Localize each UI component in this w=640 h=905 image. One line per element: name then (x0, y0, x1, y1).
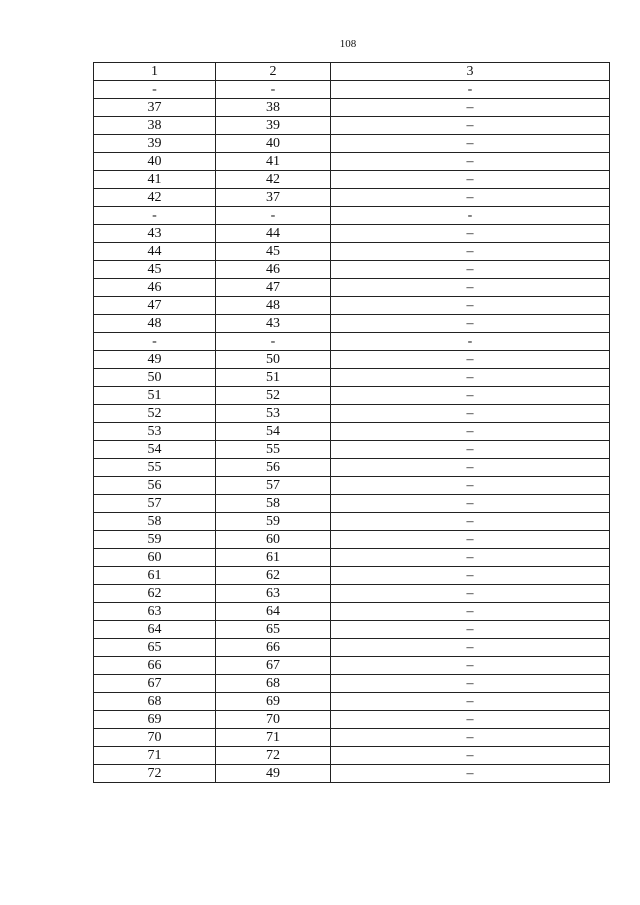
table-cell: – (331, 351, 610, 369)
table-cell: – (331, 585, 610, 603)
table-cell: 48 (94, 315, 216, 333)
table-cell: 42 (94, 189, 216, 207)
table-cell: 43 (216, 315, 331, 333)
table-cell: 56 (94, 477, 216, 495)
table-cell: 47 (94, 297, 216, 315)
table-row (94, 99, 610, 117)
table-cell: 41 (216, 153, 331, 171)
table-cell: 71 (94, 747, 216, 765)
table-cell: 44 (216, 225, 331, 243)
table-cell: – (331, 261, 610, 279)
table-cell: 38 (94, 117, 216, 135)
table-row (94, 315, 610, 333)
table-cell: 65 (94, 639, 216, 657)
table-cell: 68 (216, 675, 331, 693)
table-cell: – (331, 675, 610, 693)
table-cell: 39 (216, 117, 331, 135)
table-cell: - (331, 81, 610, 99)
table-cell: 67 (216, 657, 331, 675)
table-cell: 63 (216, 585, 331, 603)
table-row (94, 135, 610, 153)
page-number: 108 (339, 38, 357, 50)
table-row (94, 495, 610, 513)
table-row (94, 603, 610, 621)
table-cell: – (331, 657, 610, 675)
table-cell: – (331, 99, 610, 117)
table-cell: 67 (94, 675, 216, 693)
table-row (94, 711, 610, 729)
table-header-cell-3: 3 (331, 63, 610, 81)
table-row (94, 171, 610, 189)
table-cell: 70 (216, 711, 331, 729)
table-cell: - (216, 207, 331, 225)
table-cell: 62 (94, 585, 216, 603)
table-cell: 69 (216, 693, 331, 711)
table-cell: – (331, 567, 610, 585)
table-cell: – (331, 387, 610, 405)
table-cell: – (331, 441, 610, 459)
table-cell: 61 (94, 567, 216, 585)
table-row (94, 207, 610, 225)
table-row (94, 351, 610, 369)
table-cell: – (331, 135, 610, 153)
data-table (93, 62, 610, 783)
table-row (94, 765, 610, 783)
table-cell: 45 (216, 243, 331, 261)
table-row (94, 225, 610, 243)
table-cell: 50 (216, 351, 331, 369)
table-cell: – (331, 549, 610, 567)
table-cell: 42 (216, 171, 331, 189)
table-cell: – (331, 513, 610, 531)
table-cell: 40 (216, 135, 331, 153)
table-cell: 49 (94, 351, 216, 369)
table-cell: - (94, 207, 216, 225)
table-cell: 37 (216, 189, 331, 207)
table-cell: 60 (216, 531, 331, 549)
table-cell: 54 (216, 423, 331, 441)
table-cell: 53 (94, 423, 216, 441)
table-cell: 52 (94, 405, 216, 423)
table-cell: – (331, 459, 610, 477)
table-cell: 62 (216, 567, 331, 585)
table-cell: – (331, 531, 610, 549)
table-cell: - (216, 333, 331, 351)
table-cell: – (331, 603, 610, 621)
table-cell: 37 (94, 99, 216, 117)
table-cell: - (216, 81, 331, 99)
table-cell: - (94, 81, 216, 99)
table-cell: 70 (94, 729, 216, 747)
table-cell: 51 (94, 387, 216, 405)
table-row (94, 513, 610, 531)
table-row (94, 81, 610, 99)
table-row (94, 189, 610, 207)
table-row (94, 153, 610, 171)
table-cell: 59 (94, 531, 216, 549)
table-cell: 49 (216, 765, 331, 783)
table-row (94, 369, 610, 387)
table-cell: – (331, 117, 610, 135)
table-header-cell-1: 1 (94, 63, 216, 81)
table-cell: – (331, 279, 610, 297)
table-cell: 58 (94, 513, 216, 531)
table-cell: 46 (94, 279, 216, 297)
table-cell: 55 (94, 459, 216, 477)
table-row (94, 405, 610, 423)
table-cell: 51 (216, 369, 331, 387)
table-cell: 47 (216, 279, 331, 297)
table-cell: 48 (216, 297, 331, 315)
table-cell: 50 (94, 369, 216, 387)
table-cell: 69 (94, 711, 216, 729)
table-cell: 56 (216, 459, 331, 477)
table-cell: 66 (94, 657, 216, 675)
table-cell: - (331, 207, 610, 225)
table-row (94, 639, 610, 657)
table-cell: 46 (216, 261, 331, 279)
table-cell: 40 (94, 153, 216, 171)
table-header (94, 63, 610, 81)
table-header-cell-2: 2 (216, 63, 331, 81)
table-row (94, 729, 610, 747)
table-row (94, 621, 610, 639)
table-row (94, 531, 610, 549)
table-cell: – (331, 225, 610, 243)
table-cell: – (331, 765, 610, 783)
table-cell: – (331, 189, 610, 207)
table-cell: 57 (216, 477, 331, 495)
table-cell: 59 (216, 513, 331, 531)
table-cell: 61 (216, 549, 331, 567)
table-row (94, 333, 610, 351)
table-row (94, 459, 610, 477)
table-cell: 66 (216, 639, 331, 657)
table-header-row (94, 63, 610, 81)
table-cell: 38 (216, 99, 331, 117)
table-row (94, 567, 610, 585)
table-row (94, 423, 610, 441)
table-cell: 57 (94, 495, 216, 513)
table-row (94, 657, 610, 675)
table-row (94, 279, 610, 297)
table-cell: – (331, 639, 610, 657)
table-cell: 63 (94, 603, 216, 621)
table-cell: 54 (94, 441, 216, 459)
table-cell: – (331, 369, 610, 387)
table-cell: – (331, 243, 610, 261)
table-row (94, 675, 610, 693)
table-cell: 41 (94, 171, 216, 189)
table-row (94, 387, 610, 405)
table-body (94, 81, 610, 783)
table-cell: – (331, 477, 610, 495)
table-cell: 55 (216, 441, 331, 459)
table-cell: 52 (216, 387, 331, 405)
table-cell: 44 (94, 243, 216, 261)
table-cell: 60 (94, 549, 216, 567)
table-cell: – (331, 153, 610, 171)
table-cell: – (331, 693, 610, 711)
table-cell: – (331, 621, 610, 639)
table-row (94, 441, 610, 459)
table-cell: - (94, 333, 216, 351)
table-cell: 53 (216, 405, 331, 423)
table-cell: – (331, 405, 610, 423)
table-cell: – (331, 747, 610, 765)
table-cell: 64 (94, 621, 216, 639)
table-cell: 72 (216, 747, 331, 765)
table-row (94, 243, 610, 261)
table-cell: - (331, 333, 610, 351)
table-cell: – (331, 315, 610, 333)
table-cell: – (331, 171, 610, 189)
table-cell: – (331, 423, 610, 441)
table-cell: – (331, 297, 610, 315)
table-cell: – (331, 711, 610, 729)
table-row (94, 261, 610, 279)
table-cell: 65 (216, 621, 331, 639)
table-row (94, 297, 610, 315)
table-row (94, 477, 610, 495)
table-row (94, 117, 610, 135)
table-cell: 45 (94, 261, 216, 279)
table-cell: – (331, 495, 610, 513)
table-cell: 39 (94, 135, 216, 153)
table-row (94, 585, 610, 603)
table-row (94, 549, 610, 567)
table-cell: 68 (94, 693, 216, 711)
table-cell: 43 (94, 225, 216, 243)
table-cell: 71 (216, 729, 331, 747)
table-cell: 64 (216, 603, 331, 621)
table-cell: – (331, 729, 610, 747)
table-row (94, 747, 610, 765)
table-cell: 72 (94, 765, 216, 783)
table-cell: 58 (216, 495, 331, 513)
table-row (94, 693, 610, 711)
